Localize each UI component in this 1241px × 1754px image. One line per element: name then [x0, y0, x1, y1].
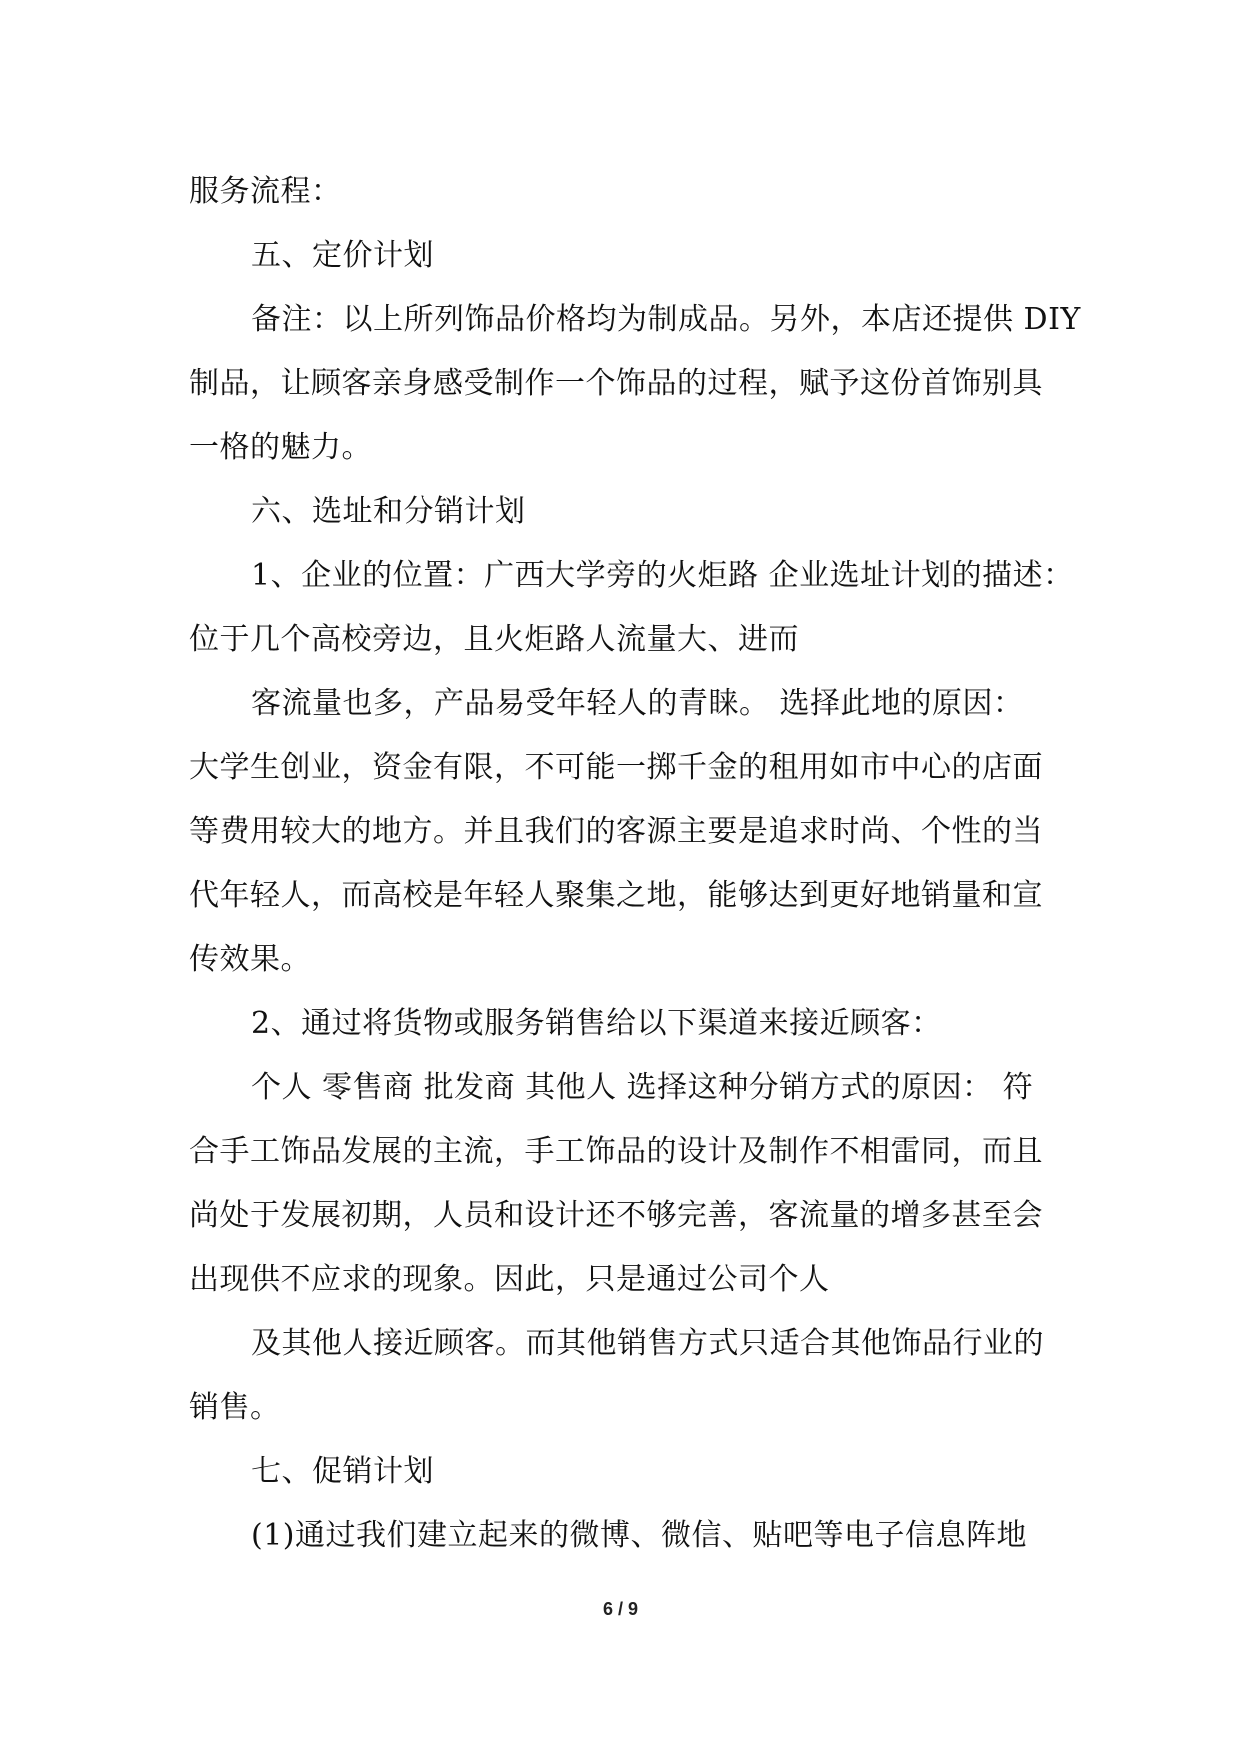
text-line: 客流量也多，产品易受年轻人的青睐。 选择此地的原因： [251, 686, 1024, 721]
text-line: 服务流程： [189, 174, 342, 209]
document-body [189, 160, 1081, 1568]
text-line: (1)通过我们建立起来的微博、微信、贴吧等电子信息阵地 [251, 1518, 1027, 1553]
text-line: 尚处于发展初期，人员和设计还不够完善，客流量的增多甚至会 [189, 1198, 1043, 1233]
text-line: 一格的魅力。 [189, 430, 372, 465]
text-line: 合手工饰品发展的主流，手工饰品的设计及制作不相雷同，而且 [189, 1134, 1043, 1169]
text-line: 等费用较大的地方。并且我们的客源主要是追求时尚、个性的当 [189, 814, 1043, 849]
text-line: 位于几个高校旁边，且火炬路人流量大、进而 [189, 622, 799, 657]
text-line: 个人 零售商 批发商 其他人 选择这种分销方式的原因： 符 [251, 1070, 1034, 1105]
section-heading: 五、定价计划 [251, 238, 434, 273]
text-line: 传效果。 [189, 942, 311, 977]
text-line: 1、企业的位置：广西大学旁的火炬路 企业选址计划的描述： [251, 558, 1074, 593]
text-line: 备注：以上所列饰品价格均为制成品。另外，本店还提供 DIY [251, 302, 1081, 337]
text-line: 2、通过将货物或服务销售给以下渠道来接近顾客： [251, 1006, 942, 1041]
page-number: 6 / 9 [602, 1599, 639, 1619]
text-line: 销售。 [189, 1390, 281, 1425]
text-line: 代年轻人，而高校是年轻人聚集之地，能够达到更好地销量和宣 [189, 878, 1043, 913]
text-line: 及其他人接近顾客。而其他销售方式只适合其他饰品行业的 [251, 1326, 1044, 1361]
section-heading: 六、选址和分销计划 [251, 494, 526, 529]
text-line: 大学生创业，资金有限，不可能一掷千金的租用如市中心的店面 [189, 750, 1043, 785]
text-line: 制品，让顾客亲身感受制作一个饰品的过程，赋予这份首饰别具 [189, 366, 1043, 401]
section-heading: 七、促销计划 [251, 1454, 434, 1489]
text-line: 出现供不应求的现象。因此，只是通过公司个人 [189, 1262, 830, 1297]
